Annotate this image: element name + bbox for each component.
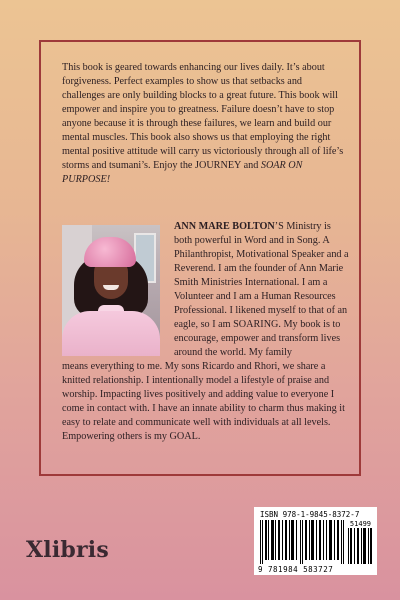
price-code: 51499 xyxy=(349,520,371,528)
author-photo xyxy=(62,225,160,356)
price-bars xyxy=(348,528,372,564)
isbn-label: ISBN 978-1-9845-8372-7 xyxy=(260,510,360,519)
author-bio-bottom: means everything to me. My sons Ricardo and Rhori, we share a knitted relationship. I intentionally model a lifestyle of praise and worship. Impacting lives positively and adding value to everyone I come in contact with. I have an innate ability to charm thus making it easy to relate and communicate well with individuals at all levels. Empowering others is my GOAL. xyxy=(62,361,345,442)
book-blurb xyxy=(62,61,346,187)
blurb-text: This book is geared towards enhancing our lives daily. It’s about forgiveness. Perfect examples to show us that setbacks and challenges are only building blocks to a great future. This book will empower and inspire you to greatness. Failure doesn’t have to stop anyone because it is through these failures, we learn and build our mental muscles. This book also shows us that employing the right mental positive attitude will carry us victoriously through all of life’s storms and tsumani’s. Enjoy the JOURNEY and xyxy=(62,62,344,171)
author-bio-top xyxy=(174,220,350,360)
barcode xyxy=(254,507,377,575)
author-bio-text-a: ’S Ministry is both powerful in Word and in Song. A Philanthropist, Motivational Speaker and a Reverend. I am the founder of Ann Marie Smith Ministries International. I am a Volunteer and I am a Human Resources Professional. I likened myself to that of an eagle, so I am SOARING. My book is to encourage, empower and transform lives around the world. My family xyxy=(174,221,349,358)
barcode-bars xyxy=(260,520,346,564)
author-name: ANN MARE BOLTON xyxy=(174,221,275,232)
barcode-digits: 9 781984 583727 xyxy=(258,565,334,574)
blurb-emphasis: SOAR ON PURPOSE! xyxy=(62,160,303,185)
publisher-logo: Xlibris xyxy=(26,537,109,563)
